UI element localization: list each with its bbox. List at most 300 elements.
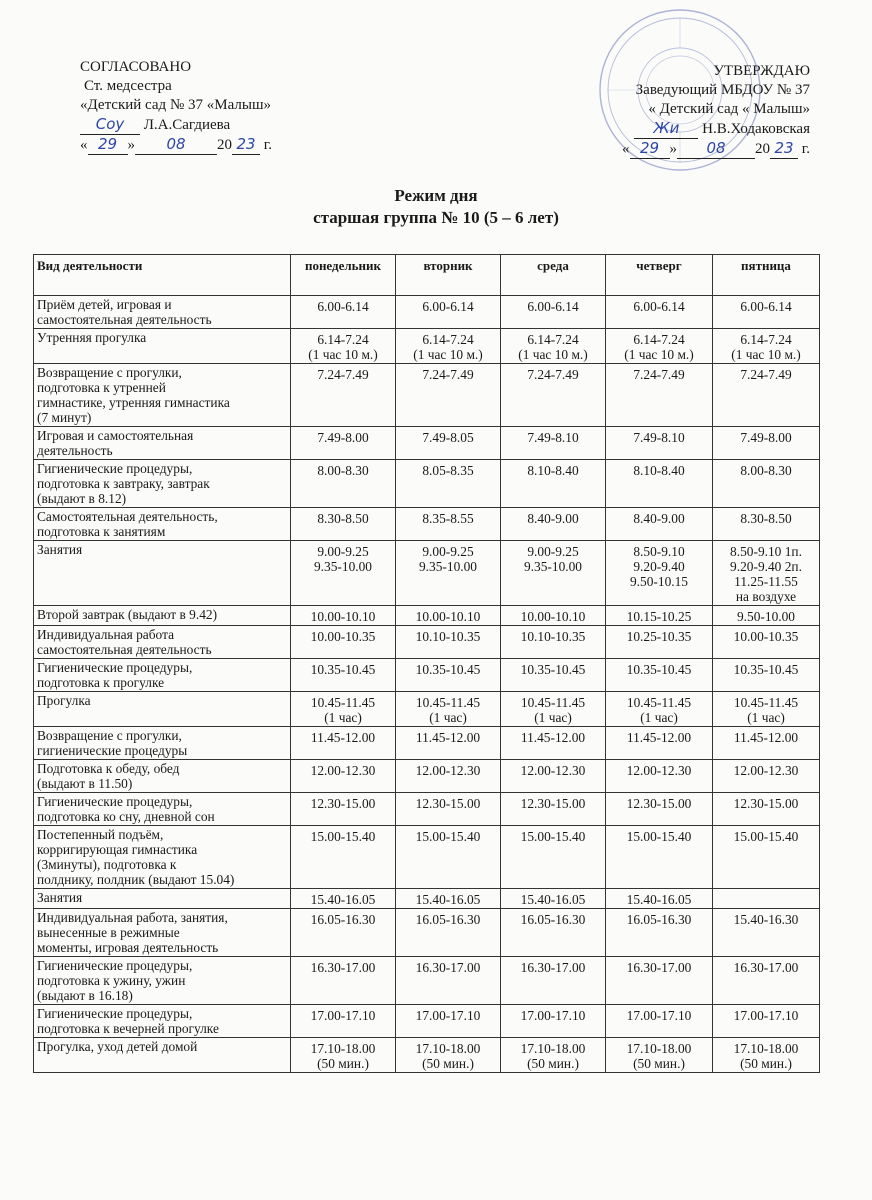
time-line: 16.05-16.30 bbox=[626, 912, 692, 927]
table-header-row bbox=[34, 255, 820, 296]
header-tuesday: вторник bbox=[396, 255, 501, 296]
activity-line: Приём детей, игровая и bbox=[37, 297, 172, 312]
activity-line: Занятия bbox=[37, 542, 83, 557]
time-line: 10.35-10.45 bbox=[733, 662, 799, 677]
time-cell bbox=[501, 957, 606, 1005]
time-cell bbox=[291, 727, 396, 760]
time-cell bbox=[606, 760, 713, 793]
approval-right-name: Н.В.Ходаковская bbox=[702, 121, 810, 137]
time-line: 8.30-8.50 bbox=[317, 511, 369, 526]
time-line: 10.25-10.35 bbox=[626, 629, 692, 644]
header-friday: пятница bbox=[713, 255, 820, 296]
activity-line: Прогулка bbox=[37, 693, 91, 708]
time-cell bbox=[713, 1038, 820, 1073]
time-line: 16.30-17.00 bbox=[626, 960, 692, 975]
activity-line: вынесенные в режимные bbox=[37, 925, 180, 940]
time-line: (50 мин.) bbox=[317, 1056, 369, 1071]
header-monday: понедельник bbox=[291, 255, 396, 296]
time-line: 7.24-7.49 bbox=[633, 367, 685, 382]
time-cell bbox=[396, 659, 501, 692]
activity-line: Подготовка к обеду, обед bbox=[37, 761, 180, 776]
document-title bbox=[0, 185, 872, 229]
time-line: 10.35-10.45 bbox=[310, 662, 376, 677]
time-cell bbox=[291, 692, 396, 727]
time-cell bbox=[713, 659, 820, 692]
time-line: 7.24-7.49 bbox=[527, 367, 579, 382]
activity-cell bbox=[34, 329, 291, 364]
activity-line: Постепенный подъём, bbox=[37, 827, 164, 842]
time-cell bbox=[291, 1038, 396, 1073]
approval-left-year-end: г. bbox=[263, 137, 272, 153]
time-line: (1 час 10 м.) bbox=[413, 347, 483, 362]
activity-cell bbox=[34, 889, 291, 909]
time-cell bbox=[501, 793, 606, 826]
table-row bbox=[34, 1005, 820, 1038]
time-line: 10.00-10.10 bbox=[310, 609, 376, 624]
time-line: 17.00-17.10 bbox=[733, 1008, 799, 1023]
time-line: 6.00-6.14 bbox=[633, 299, 685, 314]
activity-line: Возвращение с прогулки, bbox=[37, 728, 182, 743]
time-cell bbox=[291, 626, 396, 659]
time-line: 15.00-15.40 bbox=[415, 829, 481, 844]
time-line: 10.35-10.45 bbox=[626, 662, 692, 677]
time-line: 6.14-7.24 bbox=[740, 332, 792, 347]
time-cell bbox=[396, 296, 501, 329]
time-line: 17.10-18.00 bbox=[310, 1041, 376, 1056]
time-line: 16.30-17.00 bbox=[520, 960, 586, 975]
time-line: 17.10-18.00 bbox=[626, 1041, 692, 1056]
time-line: 15.40-16.05 bbox=[626, 892, 692, 907]
time-line: 9.20-9.40 bbox=[633, 559, 685, 574]
time-line: 8.40-9.00 bbox=[527, 511, 579, 526]
table-row bbox=[34, 760, 820, 793]
time-cell bbox=[501, 1038, 606, 1073]
time-line: 10.00-10.35 bbox=[733, 629, 799, 644]
approval-right-year-end: г. bbox=[801, 141, 810, 157]
time-cell bbox=[291, 296, 396, 329]
time-cell bbox=[606, 626, 713, 659]
time-cell bbox=[713, 460, 820, 508]
time-line: (50 мин.) bbox=[527, 1056, 579, 1071]
time-line: 8.05-8.35 bbox=[422, 463, 474, 478]
time-cell bbox=[713, 364, 820, 427]
time-line: 12.00-12.30 bbox=[310, 763, 376, 778]
schedule-body bbox=[34, 296, 820, 1073]
time-line: 6.14-7.24 bbox=[317, 332, 369, 347]
time-line: 7.49-8.10 bbox=[633, 430, 685, 445]
activity-line: полднику, полдник (выдают 15.04) bbox=[37, 872, 235, 887]
time-cell bbox=[396, 692, 501, 727]
time-cell bbox=[396, 508, 501, 541]
activity-cell bbox=[34, 727, 291, 760]
time-cell bbox=[291, 889, 396, 909]
time-cell bbox=[501, 826, 606, 889]
time-cell bbox=[396, 909, 501, 957]
time-cell bbox=[396, 727, 501, 760]
activity-line: (выдают в 8.12) bbox=[37, 491, 127, 506]
time-line: 10.45-11.45 bbox=[626, 695, 692, 710]
time-line: 6.14-7.24 bbox=[633, 332, 685, 347]
time-line: 7.49-8.10 bbox=[527, 430, 579, 445]
time-cell bbox=[713, 626, 820, 659]
time-line: 6.00-6.14 bbox=[317, 299, 369, 314]
time-line: 6.00-6.14 bbox=[740, 299, 792, 314]
time-cell bbox=[291, 826, 396, 889]
activity-line: подготовка к ужину, ужин bbox=[37, 973, 186, 988]
time-line: 9.00-9.25 bbox=[527, 544, 579, 559]
time-cell bbox=[501, 909, 606, 957]
approval-left-name: Л.А.Сагдиева bbox=[143, 117, 231, 133]
time-cell bbox=[291, 606, 396, 626]
time-cell bbox=[606, 329, 713, 364]
time-line: 7.49-8.00 bbox=[740, 430, 792, 445]
approval-left-month: 08 bbox=[135, 135, 217, 155]
approval-right-position: Заведующий МБДОУ № 37 bbox=[635, 82, 810, 98]
time-cell bbox=[606, 606, 713, 626]
time-cell bbox=[713, 826, 820, 889]
time-line: 16.30-17.00 bbox=[415, 960, 481, 975]
approval-left-date: « 29 » 08 20 23 г. bbox=[80, 135, 272, 153]
activity-line: Прогулка, уход детей домой bbox=[37, 1039, 198, 1054]
title-line-1: Режим дня bbox=[394, 186, 478, 205]
time-line: 15.00-15.40 bbox=[520, 829, 586, 844]
time-line: 9.20-9.40 2п. bbox=[730, 559, 802, 574]
header-wednesday: среда bbox=[501, 255, 606, 296]
activity-line: (3минуты), подготовка к bbox=[37, 857, 177, 872]
approval-left-organization: «Детский сад № 37 «Малыш» bbox=[80, 97, 271, 113]
activity-line: Занятия bbox=[37, 890, 83, 905]
activity-line: Индивидуальная работа, занятия, bbox=[37, 910, 228, 925]
time-cell bbox=[291, 957, 396, 1005]
time-cell bbox=[606, 460, 713, 508]
approval-right-year-suffix: 23 bbox=[770, 139, 798, 159]
time-line: 12.00-12.30 bbox=[415, 763, 481, 778]
time-cell bbox=[501, 364, 606, 427]
time-cell bbox=[713, 727, 820, 760]
time-cell bbox=[606, 727, 713, 760]
activity-line: моменты, игровая деятельность bbox=[37, 940, 219, 955]
time-cell bbox=[501, 727, 606, 760]
time-cell bbox=[501, 606, 606, 626]
time-cell bbox=[713, 909, 820, 957]
time-cell bbox=[713, 606, 820, 626]
time-line: 11.45-12.00 bbox=[310, 730, 376, 745]
table-row bbox=[34, 508, 820, 541]
time-line: 9.50-10.15 bbox=[629, 574, 689, 589]
activity-line: (7 минут) bbox=[37, 410, 92, 425]
time-line: 17.00-17.10 bbox=[310, 1008, 376, 1023]
time-line: 17.00-17.10 bbox=[626, 1008, 692, 1023]
activity-line: подготовка к завтраку, завтрак bbox=[37, 476, 210, 491]
time-cell bbox=[713, 508, 820, 541]
time-cell bbox=[396, 329, 501, 364]
approval-left-block bbox=[80, 58, 272, 155]
time-line: 8.00-8.30 bbox=[740, 463, 792, 478]
time-line: 9.00-9.25 bbox=[422, 544, 474, 559]
time-line: 12.30-15.00 bbox=[415, 796, 481, 811]
time-cell bbox=[396, 1038, 501, 1073]
time-line: 16.05-16.30 bbox=[415, 912, 481, 927]
time-line: (1 час 10 м.) bbox=[731, 347, 801, 362]
activity-line: Утренняя прогулка bbox=[37, 330, 147, 345]
table-row bbox=[34, 826, 820, 889]
approval-right-signature-line bbox=[622, 119, 810, 139]
table-row bbox=[34, 889, 820, 909]
time-line: 10.10-10.35 bbox=[520, 629, 586, 644]
activity-line: самостоятельная деятельность bbox=[37, 312, 212, 327]
time-cell bbox=[501, 760, 606, 793]
activity-cell bbox=[34, 626, 291, 659]
time-line: (1 час) bbox=[324, 710, 362, 725]
time-cell bbox=[291, 541, 396, 606]
time-line: 7.24-7.49 bbox=[740, 367, 792, 382]
time-line: 15.40-16.30 bbox=[733, 912, 799, 927]
time-cell bbox=[713, 296, 820, 329]
time-line: 9.35-10.00 bbox=[523, 559, 583, 574]
time-line: 8.10-8.40 bbox=[633, 463, 685, 478]
time-line: 10.45-11.45 bbox=[733, 695, 799, 710]
activity-cell bbox=[34, 541, 291, 606]
time-cell bbox=[291, 1005, 396, 1038]
time-cell bbox=[713, 692, 820, 727]
time-cell bbox=[501, 296, 606, 329]
approval-left-day: 29 bbox=[88, 135, 128, 155]
time-line: 16.05-16.30 bbox=[520, 912, 586, 927]
table-row bbox=[34, 541, 820, 606]
time-line: 10.00-10.10 bbox=[415, 609, 481, 624]
time-line: 15.00-15.40 bbox=[310, 829, 376, 844]
time-cell bbox=[396, 957, 501, 1005]
activity-line: (выдают в 16.18) bbox=[37, 988, 133, 1003]
time-line: 16.05-16.30 bbox=[310, 912, 376, 927]
activity-cell bbox=[34, 508, 291, 541]
title-line-2: старшая группа № 10 (5 – 6 лет) bbox=[313, 208, 559, 227]
time-cell bbox=[606, 427, 713, 460]
time-line: 8.50-9.10 bbox=[633, 544, 685, 559]
time-line: 8.30-8.50 bbox=[740, 511, 792, 526]
table-row bbox=[34, 460, 820, 508]
activity-line: корригирующая гимнастика bbox=[37, 842, 198, 857]
approval-left-position: Ст. медсестра bbox=[84, 78, 172, 94]
activity-line: Возвращение с прогулки, bbox=[37, 365, 182, 380]
time-cell bbox=[396, 793, 501, 826]
time-cell bbox=[713, 793, 820, 826]
time-line: 7.49-8.05 bbox=[422, 430, 474, 445]
time-cell bbox=[396, 889, 501, 909]
time-line: 9.35-10.00 bbox=[313, 559, 373, 574]
time-line: 17.00-17.10 bbox=[415, 1008, 481, 1023]
activity-line: гигиенические процедуры bbox=[37, 743, 188, 758]
approval-left-year-prefix: 20 bbox=[217, 137, 232, 153]
approval-left-year-suffix: 23 bbox=[232, 135, 260, 155]
time-cell bbox=[713, 760, 820, 793]
time-line: 15.40-16.05 bbox=[520, 892, 586, 907]
time-line: 7.24-7.49 bbox=[317, 367, 369, 382]
time-line: 9.00-9.25 bbox=[317, 544, 369, 559]
time-line: (1 час 10 м.) bbox=[624, 347, 694, 362]
time-cell bbox=[291, 508, 396, 541]
table-row bbox=[34, 626, 820, 659]
table-row bbox=[34, 296, 820, 329]
time-cell bbox=[501, 329, 606, 364]
time-cell bbox=[291, 760, 396, 793]
time-cell bbox=[501, 626, 606, 659]
time-cell bbox=[606, 508, 713, 541]
time-line: 11.45-12.00 bbox=[415, 730, 481, 745]
time-cell bbox=[606, 1038, 713, 1073]
time-line: 12.30-15.00 bbox=[733, 796, 799, 811]
time-line: 15.40-16.05 bbox=[415, 892, 481, 907]
activity-line: Индивидуальная работа bbox=[37, 627, 175, 642]
time-line: 12.30-15.00 bbox=[626, 796, 692, 811]
time-line: 9.50-10.00 bbox=[736, 609, 796, 624]
time-cell bbox=[291, 793, 396, 826]
time-line: 16.30-17.00 bbox=[733, 960, 799, 975]
table-row bbox=[34, 659, 820, 692]
time-cell bbox=[396, 541, 501, 606]
time-cell bbox=[501, 659, 606, 692]
activity-line: (выдают в 11.50) bbox=[37, 776, 133, 791]
table-row bbox=[34, 1038, 820, 1073]
time-cell bbox=[501, 427, 606, 460]
time-cell bbox=[606, 909, 713, 957]
time-line: 8.50-9.10 1п. bbox=[730, 544, 802, 559]
time-cell bbox=[501, 889, 606, 909]
activity-line: Самостоятельная деятельность, bbox=[37, 509, 218, 524]
table-row bbox=[34, 427, 820, 460]
time-line: 16.30-17.00 bbox=[310, 960, 376, 975]
time-line: 8.35-8.55 bbox=[422, 511, 474, 526]
time-cell bbox=[606, 364, 713, 427]
activity-cell bbox=[34, 826, 291, 889]
time-cell bbox=[713, 957, 820, 1005]
time-cell bbox=[606, 793, 713, 826]
time-line: на воздухе bbox=[735, 589, 797, 604]
activity-cell bbox=[34, 296, 291, 329]
time-line: 10.45-11.45 bbox=[520, 695, 586, 710]
time-line: 12.00-12.30 bbox=[733, 763, 799, 778]
time-cell bbox=[396, 826, 501, 889]
approval-left-heading: СОГЛАСОВАНО bbox=[80, 59, 192, 75]
table-row bbox=[34, 793, 820, 826]
activity-cell bbox=[34, 606, 291, 626]
time-cell bbox=[396, 606, 501, 626]
time-cell bbox=[501, 508, 606, 541]
time-cell bbox=[291, 659, 396, 692]
time-line: (1 час 10 м.) bbox=[518, 347, 588, 362]
time-cell bbox=[396, 1005, 501, 1038]
time-cell bbox=[501, 541, 606, 606]
time-cell bbox=[713, 889, 820, 909]
approval-right-heading: УТВЕРЖДАЮ bbox=[713, 63, 810, 79]
approval-right-month: 08 bbox=[677, 139, 755, 159]
time-line: 17.10-18.00 bbox=[733, 1041, 799, 1056]
time-cell bbox=[713, 1005, 820, 1038]
time-line: 7.49-8.00 bbox=[317, 430, 369, 445]
activity-line: Второй завтрак (выдают в 9.42) bbox=[37, 607, 218, 622]
time-cell bbox=[501, 460, 606, 508]
activity-line: подготовка к вечерней прогулке bbox=[37, 1021, 219, 1036]
time-line: 12.30-15.00 bbox=[310, 796, 376, 811]
activity-line: Гигиенические процедуры, bbox=[37, 794, 193, 809]
time-line: 11.45-12.00 bbox=[626, 730, 692, 745]
time-cell bbox=[396, 626, 501, 659]
time-cell bbox=[606, 296, 713, 329]
activity-line: подготовка к утренней bbox=[37, 380, 166, 395]
approval-left-signature-line bbox=[80, 115, 272, 135]
time-cell bbox=[713, 427, 820, 460]
time-line: 17.10-18.00 bbox=[520, 1041, 586, 1056]
time-line: 17.10-18.00 bbox=[415, 1041, 481, 1056]
approval-right-year-prefix: 20 bbox=[755, 141, 771, 157]
time-line: 11.45-12.00 bbox=[733, 730, 799, 745]
time-cell bbox=[291, 909, 396, 957]
table-row bbox=[34, 909, 820, 957]
time-cell bbox=[396, 364, 501, 427]
table-row bbox=[34, 364, 820, 427]
approval-right-organization: « Детский сад « Малыш» bbox=[648, 101, 810, 117]
activity-cell bbox=[34, 692, 291, 727]
time-line: 6.14-7.24 bbox=[527, 332, 579, 347]
time-cell bbox=[501, 1005, 606, 1038]
approval-right-day: 29 bbox=[630, 139, 670, 159]
time-line: 12.00-12.30 bbox=[626, 763, 692, 778]
activity-line: деятельность bbox=[37, 443, 113, 458]
time-cell bbox=[606, 541, 713, 606]
activity-cell bbox=[34, 460, 291, 508]
time-cell bbox=[606, 826, 713, 889]
table-row bbox=[34, 727, 820, 760]
header-thursday: четверг bbox=[606, 255, 713, 296]
activity-cell bbox=[34, 427, 291, 460]
time-cell bbox=[713, 541, 820, 606]
time-line: 12.30-15.00 bbox=[520, 796, 586, 811]
time-line: 10.45-11.45 bbox=[415, 695, 481, 710]
time-line: (1 час) bbox=[429, 710, 467, 725]
time-line: 7.24-7.49 bbox=[422, 367, 474, 382]
time-line: (1 час) bbox=[534, 710, 572, 725]
time-cell bbox=[291, 364, 396, 427]
time-line: 9.35-10.00 bbox=[418, 559, 478, 574]
time-line: 10.00-10.10 bbox=[520, 609, 586, 624]
time-line: 10.10-10.35 bbox=[415, 629, 481, 644]
table-row bbox=[34, 606, 820, 626]
activity-cell bbox=[34, 364, 291, 427]
time-line: 6.00-6.14 bbox=[422, 299, 474, 314]
time-line: 6.00-6.14 bbox=[527, 299, 579, 314]
time-cell bbox=[606, 889, 713, 909]
time-line: 15.00-15.40 bbox=[733, 829, 799, 844]
time-line: 8.10-8.40 bbox=[527, 463, 579, 478]
activity-line: подготовка ко сну, дневной сон bbox=[37, 809, 215, 824]
time-line: 10.15-10.25 bbox=[626, 609, 692, 624]
activity-cell bbox=[34, 760, 291, 793]
time-cell bbox=[606, 659, 713, 692]
time-line: 10.35-10.45 bbox=[415, 662, 481, 677]
time-line: 10.45-11.45 bbox=[310, 695, 376, 710]
time-cell bbox=[396, 460, 501, 508]
table-row bbox=[34, 957, 820, 1005]
activity-line: Гигиенические процедуры, bbox=[37, 660, 193, 675]
approval-right-signature: Жи bbox=[634, 119, 698, 139]
time-line: (50 мин.) bbox=[422, 1056, 474, 1071]
time-line: 11.25-11.55 bbox=[734, 574, 798, 589]
time-line: 11.45-12.00 bbox=[520, 730, 586, 745]
activity-line: самостоятельная деятельность bbox=[37, 642, 212, 657]
time-line: 17.00-17.10 bbox=[520, 1008, 586, 1023]
time-cell bbox=[396, 760, 501, 793]
time-line: 15.00-15.40 bbox=[626, 829, 692, 844]
